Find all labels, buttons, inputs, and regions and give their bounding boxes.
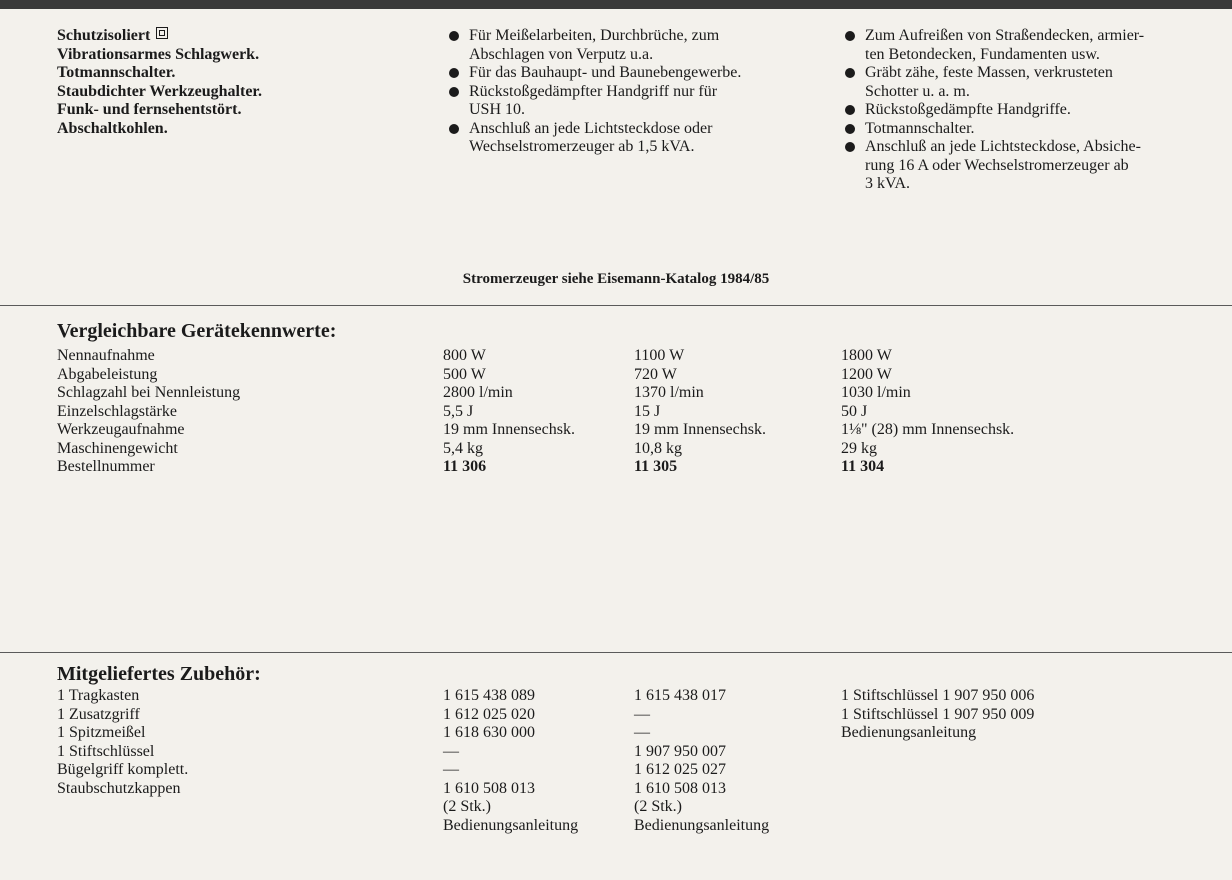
accessory-value: — [634, 724, 650, 741]
accessory-value: Bedienungsanleitung [841, 724, 977, 741]
accessories-labels [57, 687, 437, 798]
accessory-value: — [634, 705, 650, 723]
bullet-list-right [843, 27, 1228, 194]
accessories-col-11306 [443, 687, 628, 835]
accessory-label: 1 Tragkasten [57, 687, 140, 704]
spec-label: Schlagzahl bei Nennleistung [57, 384, 241, 401]
spec-value: 1100 W [634, 347, 685, 364]
order-number: 11 306 [443, 458, 487, 475]
spec-value: 1800 W [841, 347, 892, 364]
divider [0, 652, 1232, 653]
feature-item: Totmannschalter. [57, 64, 176, 81]
feature-item: Funk- und fernsehentstört. [57, 101, 242, 118]
spec-value: 50 J [841, 402, 868, 420]
spec-value: 1370 l/min [634, 384, 704, 401]
bullet-item: Totmannschalter. [843, 120, 1228, 139]
spec-value: 800 W [443, 347, 486, 364]
bullet-item: Für das Bauhaupt- und Baunebengewerbe. [447, 64, 827, 83]
accessory-value: 1 615 438 089 [443, 687, 535, 704]
specs-labels [57, 347, 437, 477]
divider [0, 305, 1232, 306]
spec-value: 5,4 kg [443, 439, 483, 457]
spec-label: Nennaufnahme [57, 347, 155, 364]
spec-value: 2800 l/min [443, 384, 513, 401]
generator-note: Stromerzeuger siehe Eisemann-Katalog 1984/85 [462, 271, 770, 287]
feature-item: Schutzisoliert [57, 27, 417, 46]
spec-value: 10,8 kg [634, 439, 682, 457]
accessory-value: 1 615 438 017 [634, 687, 726, 704]
accessory-label: 1 Zusatzgriff [57, 705, 140, 723]
accessory-value: — [443, 761, 459, 778]
spec-value: 500 W [443, 365, 486, 383]
accessory-value: 1 Stiftschlüssel 1 907 950 009 [841, 705, 1035, 723]
accessory-value: (2 Stk.) [634, 798, 682, 815]
feature-list [57, 27, 417, 138]
accessory-value: — [443, 742, 459, 760]
bullet-list-middle [447, 27, 827, 157]
bullet-item: Anschluß an jede Lichtsteckdose, Absiche- rung 16 A oder Wechselstromerzeuger ab 3 kVA. [843, 138, 1228, 194]
feature-item: Abschaltkohlen. [57, 119, 168, 137]
accessory-value: 1 Stiftschlüssel 1 907 950 006 [841, 687, 1035, 704]
spec-label: Bestellnummer [57, 458, 155, 475]
spec-label: Maschinengewicht [57, 439, 178, 457]
accessory-label: 1 Stiftschlüssel [57, 742, 155, 760]
accessory-value: 1 618 630 000 [443, 724, 535, 741]
specs-col-11304 [841, 347, 1221, 477]
spec-value: 5,5 J [443, 402, 474, 420]
accessory-value: 1 612 025 020 [443, 705, 535, 723]
spec-value: 1200 W [841, 365, 892, 383]
accessory-value: 1 610 508 013 [443, 779, 535, 797]
accessory-value: 1 612 025 027 [634, 761, 726, 778]
spec-value: 1030 l/min [841, 384, 911, 401]
bullet-item: Für Meißelarbeiten, Durchbrüche, zum Abschlagen von Verputz u.a. [447, 27, 827, 64]
accessory-value: Bedienungsanleitung [634, 816, 770, 834]
double-insulation-icon [156, 27, 168, 39]
bullet-item: Rückstoßgedämpfter Handgriff nur für USH 10. [447, 83, 827, 120]
bullet-item: Anschluß an jede Lichtsteckdose oder Wechselstromerzeuger ab 1,5 kVA. [447, 120, 827, 157]
order-number: 11 304 [841, 458, 885, 475]
accessories-col-11304 [841, 687, 1221, 743]
spec-value: 720 W [634, 365, 677, 383]
accessories-col-11305 [634, 687, 834, 835]
accessory-value: 1 907 950 007 [634, 742, 726, 760]
specs-title: Vergleichbare Gerätekennwerte: [57, 320, 337, 342]
accessory-value: 1 610 508 013 [634, 779, 726, 797]
spec-label: Werkzeugaufnahme [57, 421, 185, 438]
feature-item: Staubdichter Werkzeughalter. [57, 82, 263, 100]
spec-value: 1⅛" (28) mm Innensechsk. [841, 421, 1015, 438]
top-dark-band [0, 0, 1232, 9]
accessory-label: 1 Spitzmeißel [57, 724, 146, 741]
accessories-title: Mitgeliefertes Zubehör: [57, 663, 261, 685]
spec-label: Einzelschlagstärke [57, 402, 177, 420]
spec-value: 19 mm Innensechsk. [443, 421, 575, 438]
order-number: 11 305 [634, 458, 678, 475]
accessory-label: Bügelgriff komplett. [57, 761, 189, 778]
accessory-value: Bedienungsanleitung [443, 816, 579, 834]
spec-value: 19 mm Innensechsk. [634, 421, 766, 438]
bullet-item: Gräbt zähe, feste Massen, verkrusteten Schotter u. a. m. [843, 64, 1228, 101]
feature-item: Vibrationsarmes Schlagwerk. [57, 45, 260, 63]
bullet-item: Zum Aufreißen von Straßendecken, armier- ten Betondecken, Fundamenten usw. [843, 27, 1228, 64]
specs-col-11306 [443, 347, 628, 477]
accessory-label: Staubschutzkappen [57, 779, 181, 797]
accessory-value: (2 Stk.) [443, 798, 491, 815]
spec-value: 15 J [634, 402, 661, 420]
specs-col-11305 [634, 347, 834, 477]
spec-value: 29 kg [841, 439, 877, 457]
bullet-item: Rückstoßgedämpfte Handgriffe. [843, 101, 1228, 120]
spec-label: Abgabeleistung [57, 365, 158, 383]
